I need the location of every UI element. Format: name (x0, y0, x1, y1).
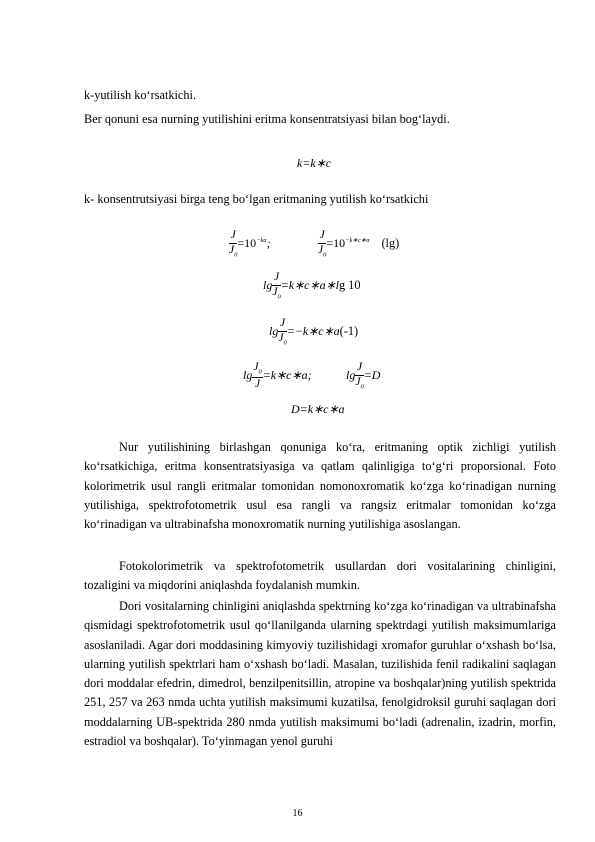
text-line-concentration-index: k- konsentrutsiyasi birga teng bo‘lgan eritmaning yutilish ko‘rsatkichi (84, 192, 429, 206)
fraction: $\frac{J}{J_0}$ (355, 361, 364, 390)
fraction: $\frac{J}{J_0}$ (278, 317, 287, 346)
formula-k-equals-kc: k=k∗c (297, 156, 332, 170)
formula-log-ratio-l: lg $\frac{J}{J_0}$ =k∗c∗ɑ∗lg 10 (263, 271, 361, 300)
paragraph-identity-determination: Dori vositalarning chinligini aniqlashda spektrning ko‘zga ko‘rinadigan va ultrabinafsha qismidagi spektrofotometrik usul qo‘llanilganda ularning spektrdagi yutilish maksimumlariga asoslaniladi. Agar dori moddasining kimyoviy tuzilishidagi xromafor guruhlar o‘xshash bo‘lsa, ularning yutilish spektrlari ham o‘xshash bo‘ladi. Masalan, tuzilishida fenil radikalini saqlagan dori moddalar efedrin, dimedrol, benzilpenitsillin, atropine va boshqalar)ning yutilish spektrida 251, 257 va 263 nmda uchta yutilish maksimumi kuzatilsa, fenolgidroksil guruhi saqlagan dori moddalarning UB-spektrida 280 nmda yutilish maksimumi bo‘ladi (adrenalin, izadrin, morfin, estradiol va boshqalar). To‘yinmagan yenol guruhi (84, 599, 556, 749)
paragraph-combined-law: Nur yutilishining birlashgan qonuniga ko‘ra, eritmaning optik zichligi yutilish ko‘rsatkichiga, eritma konsentratsiyasiga va qatlam qalinligiga to‘g‘ri proporsional. Foto kolorimetrik usul rangli eritmalar tomonidan nomonoxromatik ko‘zga ko‘rinadigan nurning yutilishiga, spektrofotometrik usul esa rangli va rangsiz eritmalar tomonidan ko‘zga ko‘rinadigan va ultrabinafsha monoxromatik nurning yutilishiga asoslangan. (84, 440, 556, 532)
formula-ratio-exponential: $\frac{J}{J_0}$ $=10^{-kɑ}$; (229, 229, 271, 258)
fraction: $\frac{J}{J_0}$ (229, 229, 238, 258)
text-line-beer-law: Ber qonuni esa nurning yutilishini eritma konsentratsiyasi bilan bog‘laydi. (84, 112, 450, 126)
fraction: $\frac{J}{J_0}$ (272, 271, 281, 300)
fraction: $\frac{J}{J_0}$ (318, 229, 327, 258)
formula-optical-density-log: lg $\frac{J}{J_0}$ =D (346, 361, 381, 390)
formula-log-ratio-negative: lg $\frac{J}{J_0}$ =−k∗c∗ɑ(-1) (269, 317, 359, 346)
page-number: 16 (292, 808, 303, 819)
formula-ratio-exponential-kc: $\frac{J}{J_0}$ $=10^{-k∗c∗ɑ}$ (lg) (318, 229, 400, 258)
fraction: $\frac{J_0}{J}$ (253, 361, 262, 390)
formula-optical-density: D=k∗c∗ɑ (291, 402, 345, 416)
text-line-absorption-index: k-yutilish ko‘rsatkichi. (84, 88, 197, 102)
formula-log-inverse-ratio: lg $\frac{J_0}{J}$ =k∗c∗ɑ; (243, 361, 312, 390)
paragraph-methods-usage: Fotokolorimetrik va spektrofotometrik usullardan dori vositalarining chinligini, tozaligini va miqdorini aniqlashda foydalanish mumkin. (84, 559, 556, 593)
